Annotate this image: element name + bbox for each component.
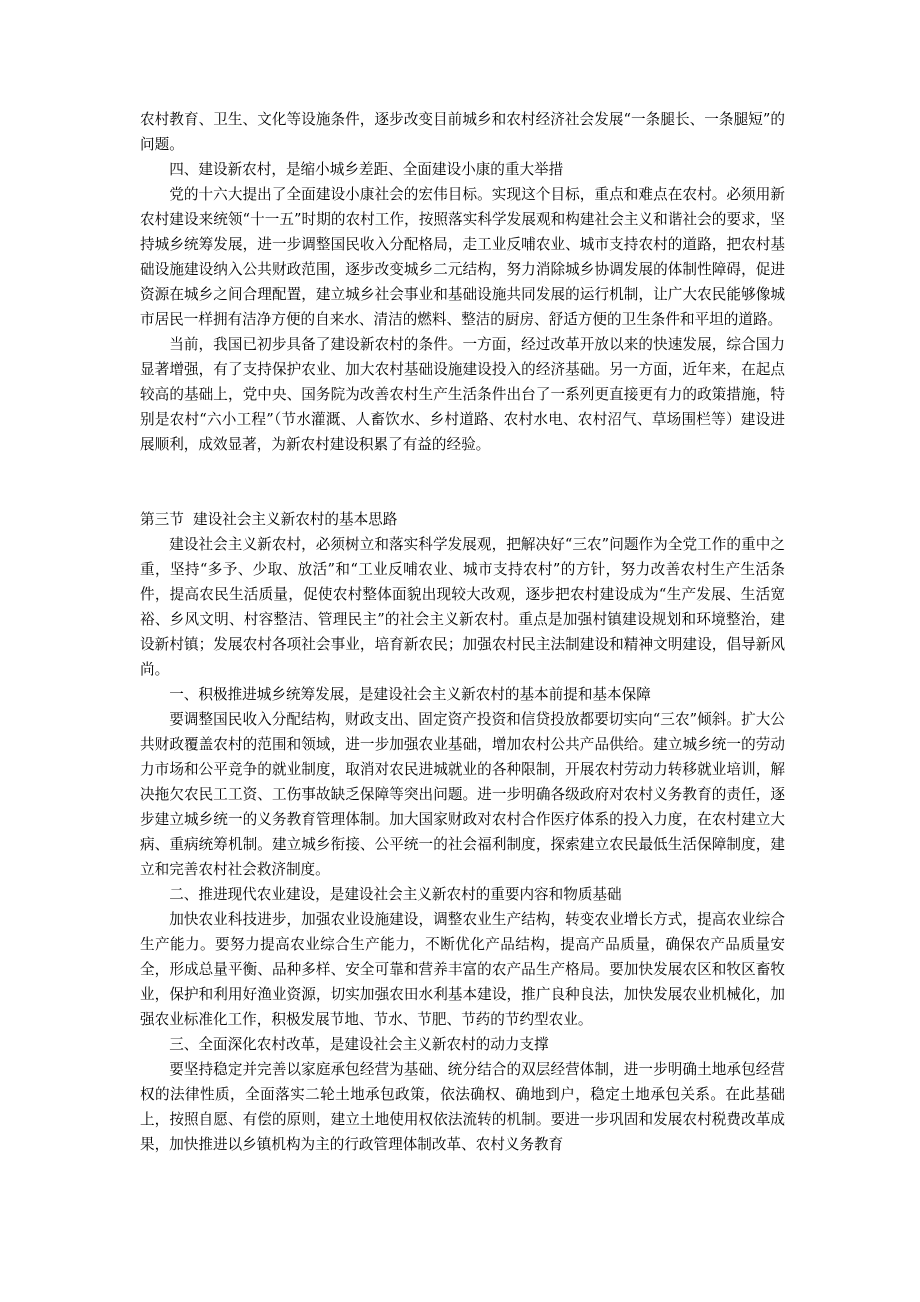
body-paragraph: 要坚持稳定并完善以家庭承包经营为基础、统分结合的双层经营体制，进一步明确土地承包经营权的法律性质，全面落实二轮土地承包政策，依法确权、确地到户，稳定土地承包关系。在此基础上，按照自愿、有偿的原则，建立土地使用权依法流转的机制。要进一步巩固和发展农村税费改革成果，加快推进以乡镇机构为主的行政管理体制改革、农村义务教育 (140, 1061, 785, 1153)
body-paragraph: 农村教育、卫生、文化等设施条件，逐步改变目前城乡和农村经济社会发展“一条腿长、一条腿短”的问题。 (140, 111, 785, 153)
body-paragraph: 加快农业科技进步，加强农业设施建设，调整农业生产结构，转变农业增长方式，提高农业综合生产能力。要努力提高农业综合生产能力，不断优化产品结构，提高产品质量，确保农产品质量安全，形成总量平衡、品种多样、安全可靠和营养丰富的农产品生产格局。要加快发展农区和牧区畜牧业，保护和利用好渔业资源，切实加强农田水利基本建设，推广良种良法，加快发展农业机械化，加强农业标准化工作，积极发展节地、节水、节肥、节药的节约型农业。 (140, 911, 785, 1028)
section-title: 第三节 建设社会主义新农村的基本思路 (140, 511, 398, 528)
body-paragraph: 要调整国民收入分配结构，财政支出、固定资产投资和信贷投放都要切实向“三农”倾斜。扩大公共财政覆盖农村的范围和领域，进一步加强农业基础，增加农村公共产品供给。建立城乡统一的劳动力市场和公平竞争的就业制度，取消对农民进城就业的各种限制，开展农村劳动力转移就业培训，解决拖欠农民工工资、工伤事故缺乏保障等突出问题。进一步明确各级政府对农村义务教育的责任，逐步建立城乡统一的义务教育管理体制。加大国家财政对农村合作医疗体系的投入力度，在农村建立大病、重病统筹机制。建立城乡衔接、公平统一的社会福利制度，探索建立农民最低生活保障制度，建立和完善农村社会救济制度。 (140, 711, 785, 878)
subheading: 二、推进现代农业建设，是建设社会主义新农村的重要内容和物质基础 (169, 886, 622, 903)
subheading: 三、全面深化农村改革，是建设社会主义新农村的动力支撑 (169, 1036, 549, 1053)
section-spacer (140, 457, 785, 507)
body-paragraph: 当前，我国已初步具备了建设新农村的条件。一方面，经过改革开放以来的快速发展，综合国力显著增强，有了支持保护农业、加大农村基础设施建设投入的经济基础。另一方面，近年来，在起点较高的基础上，党中央、国务院为改善农村生产生活条件出台了一系列更直接更有力的政策措施，特别是农村“六小工程”（节水灌溉、人畜饮水、乡村道路、农村水电、农村沼气、草场围栏等）建设进展顺利，成效显著，为新农村建设积累了有益的经验。 (140, 336, 785, 453)
body-paragraph: 党的十六大提出了全面建设小康社会的宏伟目标。实现这个目标，重点和难点在农村。必须用新农村建设来统领“十一五”时期的农村工作，按照落实科学发展观和构建社会主义和谐社会的要求，坚持城乡统筹发展，进一步调整国民收入分配格局，走工业反哺农业、城市支持农村的道路，把农村基础设施建设纳入公共财政范围，逐步改变城乡二元结构，努力消除城乡协调发展的体制性障碍，促进资源在城乡之间合理配置，建立城乡社会事业和基础设施共同发展的运行机制，让广大农民能够像城市居民一样拥有洁净方便的自来水、清洁的燃料、整洁的厨房、舒适方便的卫生条件和平坦的道路。 (140, 186, 785, 328)
document-page (140, 107, 785, 1157)
subheading: 一、积极推进城乡统筹发展，是建设社会主义新农村的基本前提和基本保障 (169, 686, 651, 703)
body-paragraph: 建设社会主义新农村，必须树立和落实科学发展观，把解决好“三农”问题作为全党工作的重中之重，坚持“多予、少取、放活”和“工业反哺农业、城市支持农村”的方针，努力改善农村生产生活条件，提高农民生活质量，促使农村整体面貌出现较大改观，逐步把农村建设成为“生产发展、生活宽裕、乡风文明、村容整洁、管理民主”的社会主义新农村。重点是加强村镇建设规划和环境整治，建设新村镇；发展农村各项社会事业，培育新农民；加强农村民主法制建设和精神文明建设，倡导新风尚。 (140, 536, 785, 678)
subheading: 四、建设新农村，是缩小城乡差距、全面建设小康的重大举措 (169, 161, 564, 178)
